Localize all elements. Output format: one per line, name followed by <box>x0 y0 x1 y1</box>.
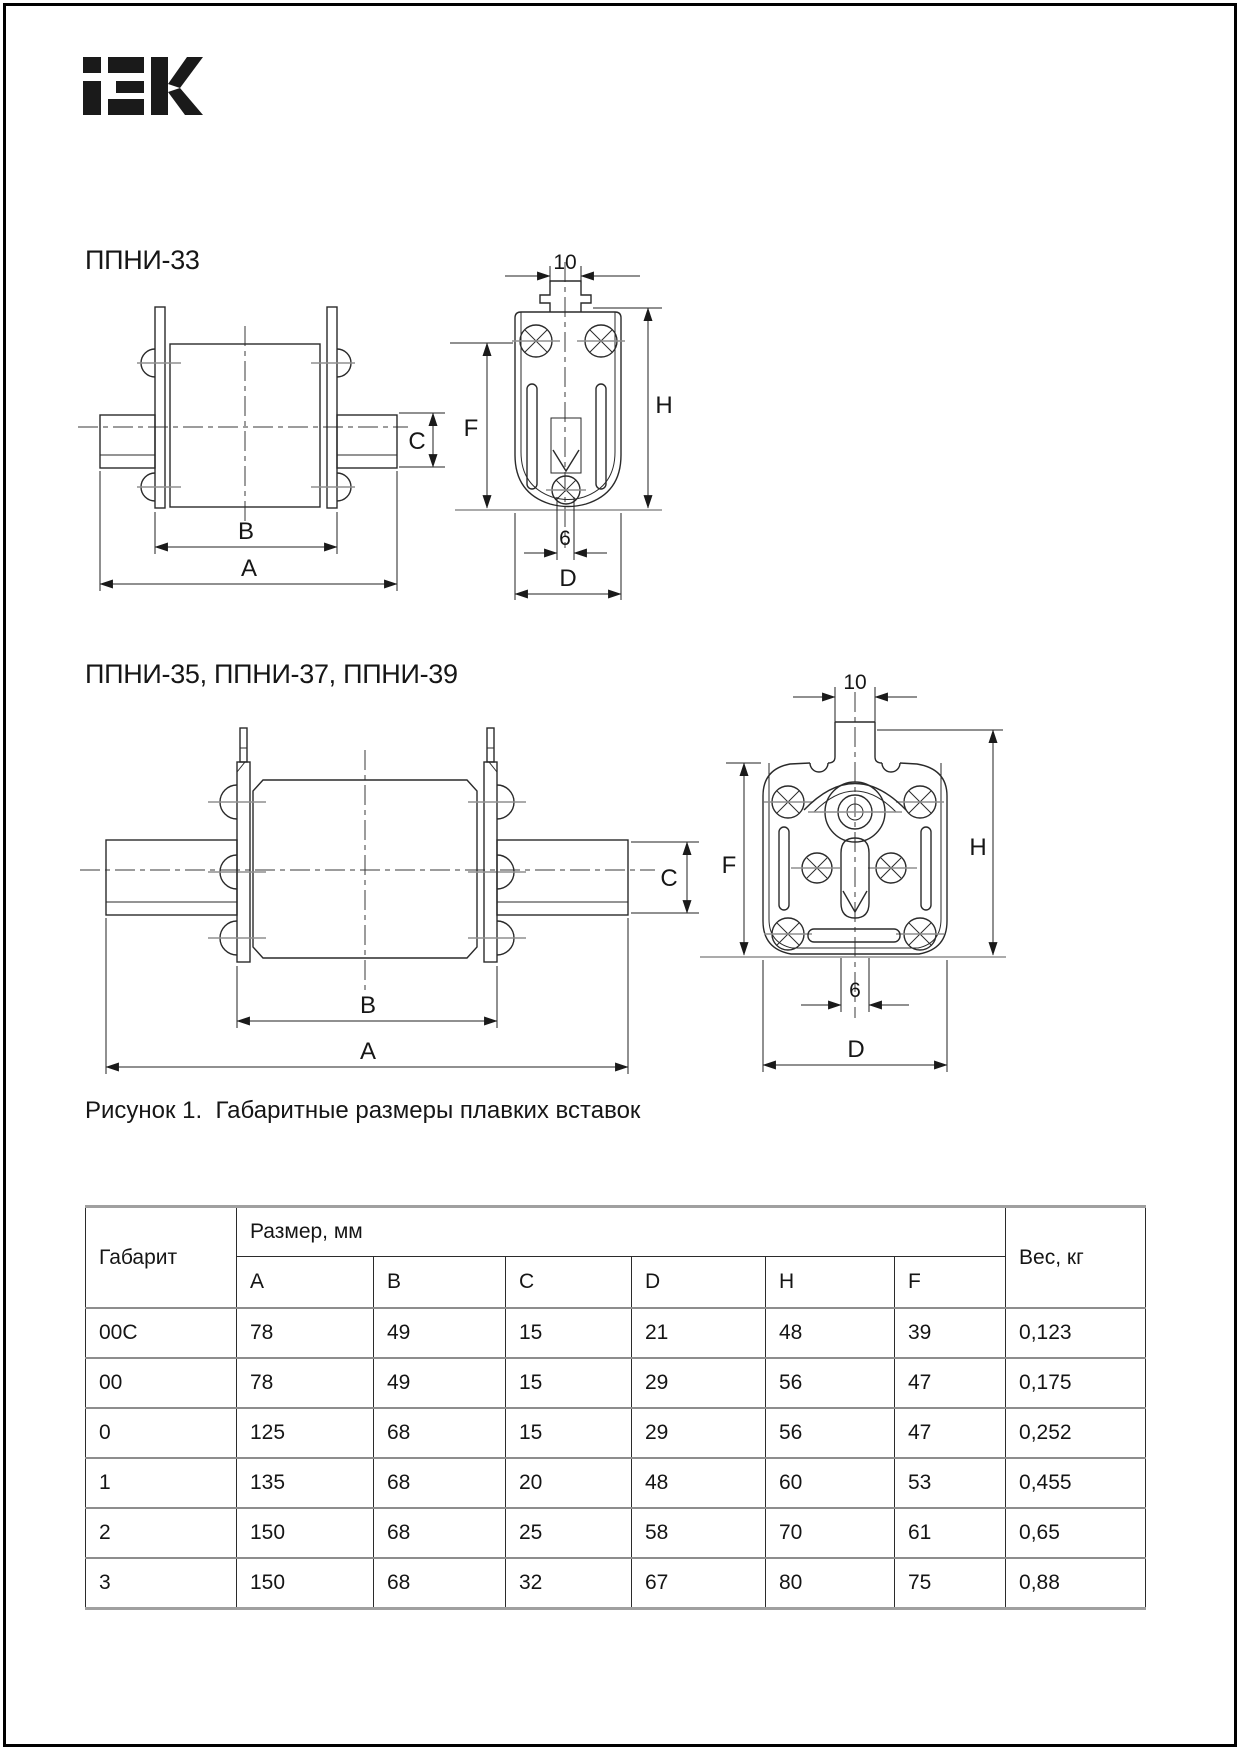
cell-d: 58 <box>632 1508 766 1558</box>
dim-h-label: H <box>655 392 673 419</box>
dim-c-label: C <box>408 428 426 455</box>
cell-b: 68 <box>374 1408 506 1458</box>
ppni-33-front-dimensions <box>450 251 673 600</box>
drawing2-title: ППНИ-35, ППНИ-37, ППНИ-39 <box>85 659 458 689</box>
cell-c: 25 <box>506 1508 632 1558</box>
cell-h: 56 <box>766 1358 895 1408</box>
cell-c: 20 <box>506 1458 632 1508</box>
cell-weight: 0,88 <box>1006 1558 1146 1609</box>
header-size-mm: Размер, мм <box>237 1207 1006 1257</box>
cell-gabarit: 2 <box>86 1508 237 1558</box>
cell-weight: 0,252 <box>1006 1408 1146 1458</box>
cell-h: 56 <box>766 1408 895 1458</box>
dim-c-label: C <box>660 865 678 892</box>
cell-f: 47 <box>895 1358 1006 1408</box>
dim-a-label: A <box>359 1038 377 1065</box>
cell-d: 29 <box>632 1358 766 1408</box>
ppni-35-37-39-drawing <box>70 664 1010 1078</box>
cell-b: 49 <box>374 1358 506 1408</box>
cell-d: 29 <box>632 1408 766 1458</box>
dim-f-label: F <box>721 852 737 879</box>
cell-gabarit: 00C <box>86 1308 237 1358</box>
cell-f: 75 <box>895 1558 1006 1609</box>
dim-h-label: H <box>969 834 987 861</box>
cell-f: 53 <box>895 1458 1006 1508</box>
cell-gabarit: 0 <box>86 1408 237 1458</box>
cell-h: 80 <box>766 1558 895 1609</box>
dimensions-table <box>85 1205 1146 1610</box>
cell-d: 21 <box>632 1308 766 1358</box>
cell-h: 70 <box>766 1508 895 1558</box>
dim-10-label: 10 <box>553 251 577 274</box>
ppni-33-front-view <box>455 262 662 548</box>
ppni-33-side-view <box>78 307 408 522</box>
table-row <box>86 1508 1146 1558</box>
col-header-d: D <box>632 1257 766 1309</box>
cell-c: 15 <box>506 1408 632 1458</box>
figure-caption: Рисунок 1. Габаритные размеры плавких вставок <box>85 1097 641 1124</box>
dim-6-label: 6 <box>559 527 571 550</box>
cell-f: 47 <box>895 1408 1006 1458</box>
dim-b-label: B <box>237 518 255 545</box>
table-row <box>86 1358 1146 1408</box>
table-row <box>86 1408 1146 1458</box>
ppni-33-drawing <box>70 248 680 610</box>
ppni-35-front-view <box>700 692 1006 1018</box>
dim-a-label: A <box>240 555 258 582</box>
dim-f-label: F <box>463 415 479 442</box>
cell-h: 60 <box>766 1458 895 1508</box>
cell-gabarit: 00 <box>86 1358 237 1408</box>
cell-f: 39 <box>895 1308 1006 1358</box>
cell-weight: 0,65 <box>1006 1508 1146 1558</box>
cell-f: 61 <box>895 1508 1006 1558</box>
dim-6-label: 6 <box>849 979 861 1002</box>
table-row <box>86 1308 1146 1358</box>
cell-gabarit: 1 <box>86 1458 237 1508</box>
col-header-h: H <box>766 1257 895 1309</box>
cell-weight: 0,123 <box>1006 1308 1146 1358</box>
header-gabarit: Габарит <box>86 1207 237 1309</box>
cell-a: 135 <box>237 1458 374 1508</box>
cell-a: 125 <box>237 1408 374 1458</box>
cell-a: 150 <box>237 1558 374 1609</box>
drawing1-title: ППНИ-33 <box>85 245 200 275</box>
cell-b: 68 <box>374 1458 506 1508</box>
col-header-a: A <box>237 1257 374 1309</box>
cell-a: 78 <box>237 1308 374 1358</box>
iek-logo <box>83 57 203 117</box>
dim-d-label: D <box>847 1036 865 1063</box>
col-header-f: F <box>895 1257 1006 1309</box>
cell-c: 15 <box>506 1358 632 1408</box>
cell-c: 32 <box>506 1558 632 1609</box>
dim-b-label: B <box>359 992 377 1019</box>
cell-b: 49 <box>374 1308 506 1358</box>
dim-d-label: D <box>559 565 577 592</box>
table-row <box>86 1558 1146 1609</box>
cell-a: 150 <box>237 1508 374 1558</box>
cell-weight: 0,175 <box>1006 1358 1146 1408</box>
cell-h: 48 <box>766 1308 895 1358</box>
ppni-33-side-dimensions <box>100 413 445 591</box>
ppni-35-front-dimensions <box>722 671 1003 1072</box>
col-header-b: B <box>374 1257 506 1309</box>
cell-gabarit: 3 <box>86 1558 237 1609</box>
header-weight-kg: Вес, кг <box>1006 1207 1146 1309</box>
cell-c: 15 <box>506 1308 632 1358</box>
dim-10-label: 10 <box>843 671 867 694</box>
cell-weight: 0,455 <box>1006 1458 1146 1508</box>
cell-d: 48 <box>632 1458 766 1508</box>
table-row <box>86 1458 1146 1508</box>
col-header-c: C <box>506 1257 632 1309</box>
cell-b: 68 <box>374 1508 506 1558</box>
cell-a: 78 <box>237 1358 374 1408</box>
cell-b: 68 <box>374 1558 506 1609</box>
cell-d: 67 <box>632 1558 766 1609</box>
ppni-35-side-view <box>80 728 655 993</box>
